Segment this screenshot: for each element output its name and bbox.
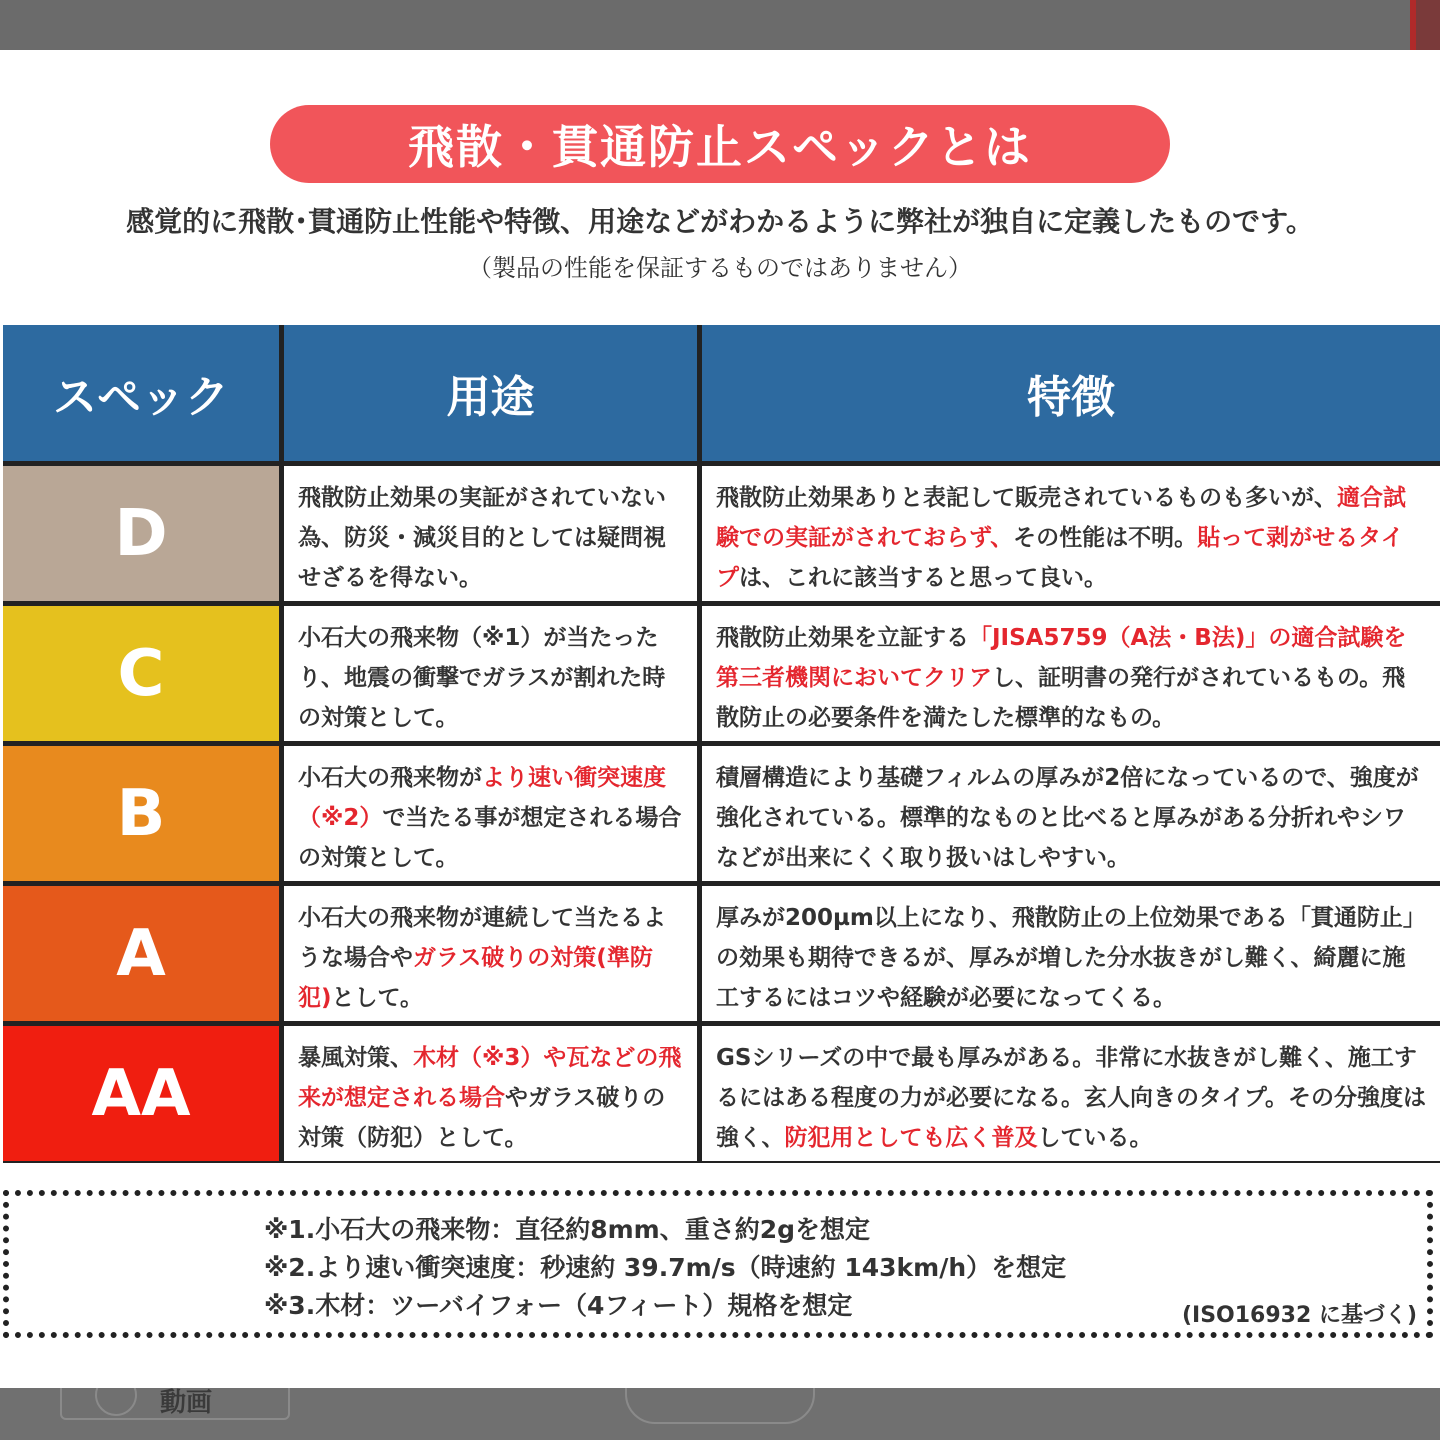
body-text: その性能は不明。 bbox=[1013, 525, 1198, 551]
usage-cell-a bbox=[284, 886, 697, 1021]
header-features: 特徴 bbox=[702, 325, 1440, 461]
features-cell-b bbox=[702, 746, 1440, 881]
body-text: している。 bbox=[1037, 1125, 1153, 1151]
body-text: 小石大の飛来物が bbox=[298, 765, 482, 791]
body-text: 積層構造により基礎フィルムの厚みが2倍になっているので、強度が強化されている。標準的なものと比べると厚みがある分折れやシワなどが出来にくく取り扱いはしやすい。 bbox=[716, 765, 1419, 871]
top-bar bbox=[0, 0, 1440, 50]
features-cell-d bbox=[702, 466, 1440, 601]
footnote-2: ※2.より速い衝突速度：秒速約 39.7m/s（時速約 143km/h）を想定 bbox=[264, 1253, 1067, 1282]
body-text: やガラス破りの対策（防犯）として。 bbox=[298, 1085, 666, 1151]
bottom-button-label: 動画 bbox=[160, 1388, 213, 1418]
body-text: として。 bbox=[331, 985, 424, 1011]
corner-mark bbox=[1410, 0, 1440, 50]
header-usage: 用途 bbox=[284, 325, 697, 461]
features-cell-aa bbox=[702, 1026, 1440, 1161]
usage-cell-b bbox=[284, 746, 697, 881]
usage-cell-c bbox=[284, 606, 697, 741]
body-text: 厚みが200µm以上になり、飛散防止の上位効果である「貫通防止」の効果も期待できるが、厚みが増した分水抜きがし難く、綺麗に施工するにはコツや経験が必要になってくる。 bbox=[716, 905, 1426, 1011]
highlight-text: 貼って剥がせるタイプ bbox=[716, 525, 1404, 591]
grade-a: A bbox=[3, 886, 279, 1021]
bottom-button-center[interactable] bbox=[625, 1388, 815, 1424]
spec-table bbox=[3, 325, 1440, 1163]
header-spec: スペック bbox=[3, 325, 279, 461]
footnote-box bbox=[3, 1190, 1433, 1338]
footnote-source: (ISO16932 に基づく) bbox=[1181, 1303, 1417, 1328]
body-text: GSシリーズの中で最も厚みがある。非常に水抜きがし難く、施工するにはある程度の力が必要になる。玄人向きのタイプ。その分強度は強く、 bbox=[716, 1045, 1427, 1151]
grade-c: C bbox=[3, 606, 279, 741]
highlight-text: 木材（※3）や瓦などの飛来が想定される場合 bbox=[298, 1045, 682, 1111]
body-text: 飛散防止効果ありと表記して販売されているものも多いが、 bbox=[716, 485, 1337, 511]
highlight-text: 防犯用としても広く普及 bbox=[784, 1125, 1038, 1151]
body-text: 小石大の飛来物が連続して当たるような場合や bbox=[298, 905, 666, 971]
footnote-1: ※1.小石大の飛来物：直径約8mm、重さ約2gを想定 bbox=[264, 1215, 870, 1244]
highlight-text: より速い衝突速度（※2） bbox=[298, 765, 666, 831]
highlight-text: 「JISA5759（A法・B法)」の適合試験を第三者機関においてクリア bbox=[716, 625, 1407, 691]
features-cell-c bbox=[702, 606, 1440, 741]
grade-b: B bbox=[3, 746, 279, 881]
body-text: で当たる事が想定される場合の対策として。 bbox=[298, 805, 682, 871]
body-text: 飛散防止効果の実証がされていない為、防災・減災目的としては疑問視せざるを得ない。 bbox=[298, 485, 666, 591]
grade-aa: AA bbox=[3, 1026, 279, 1161]
highlight-text: ガラス破りの対策(準防犯) bbox=[298, 945, 653, 1011]
usage-cell-aa bbox=[284, 1026, 697, 1161]
usage-cell-d bbox=[284, 466, 697, 601]
body-text: 小石大の飛来物（※1）が当たったり、地震の衝撃でガラスが割れた時の対策として。 bbox=[298, 625, 666, 731]
spec-panel bbox=[0, 50, 1440, 1388]
body-text: 飛散防止効果を立証する bbox=[716, 625, 969, 651]
features-cell-a bbox=[702, 886, 1440, 1021]
grade-d: D bbox=[3, 466, 279, 601]
subtitle: 感覚的に飛散･貫通防止性能や特徴、用途などがわかるように弊社が独自に定義したものです。 bbox=[126, 205, 1314, 238]
highlight-text: 適合試験での実証がされておらず、 bbox=[716, 485, 1406, 551]
body-text: は、これに該当すると思って良い。 bbox=[739, 565, 1107, 591]
footnote-3: ※3.木材：ツーバイフォー（4フィート）規格を想定 bbox=[264, 1291, 853, 1320]
body-text: 暴風対策、 bbox=[298, 1045, 413, 1071]
body-text: し、証明書の発行がされているもの。飛散防止の必要条件を満たした標準的なもの。 bbox=[716, 665, 1406, 731]
page-title: 飛散・貫通防止スペックとは bbox=[270, 105, 1170, 183]
disclaimer-note: （製品の性能を保証するものではありません） bbox=[468, 254, 972, 282]
bottom-strip bbox=[0, 1388, 1440, 1440]
